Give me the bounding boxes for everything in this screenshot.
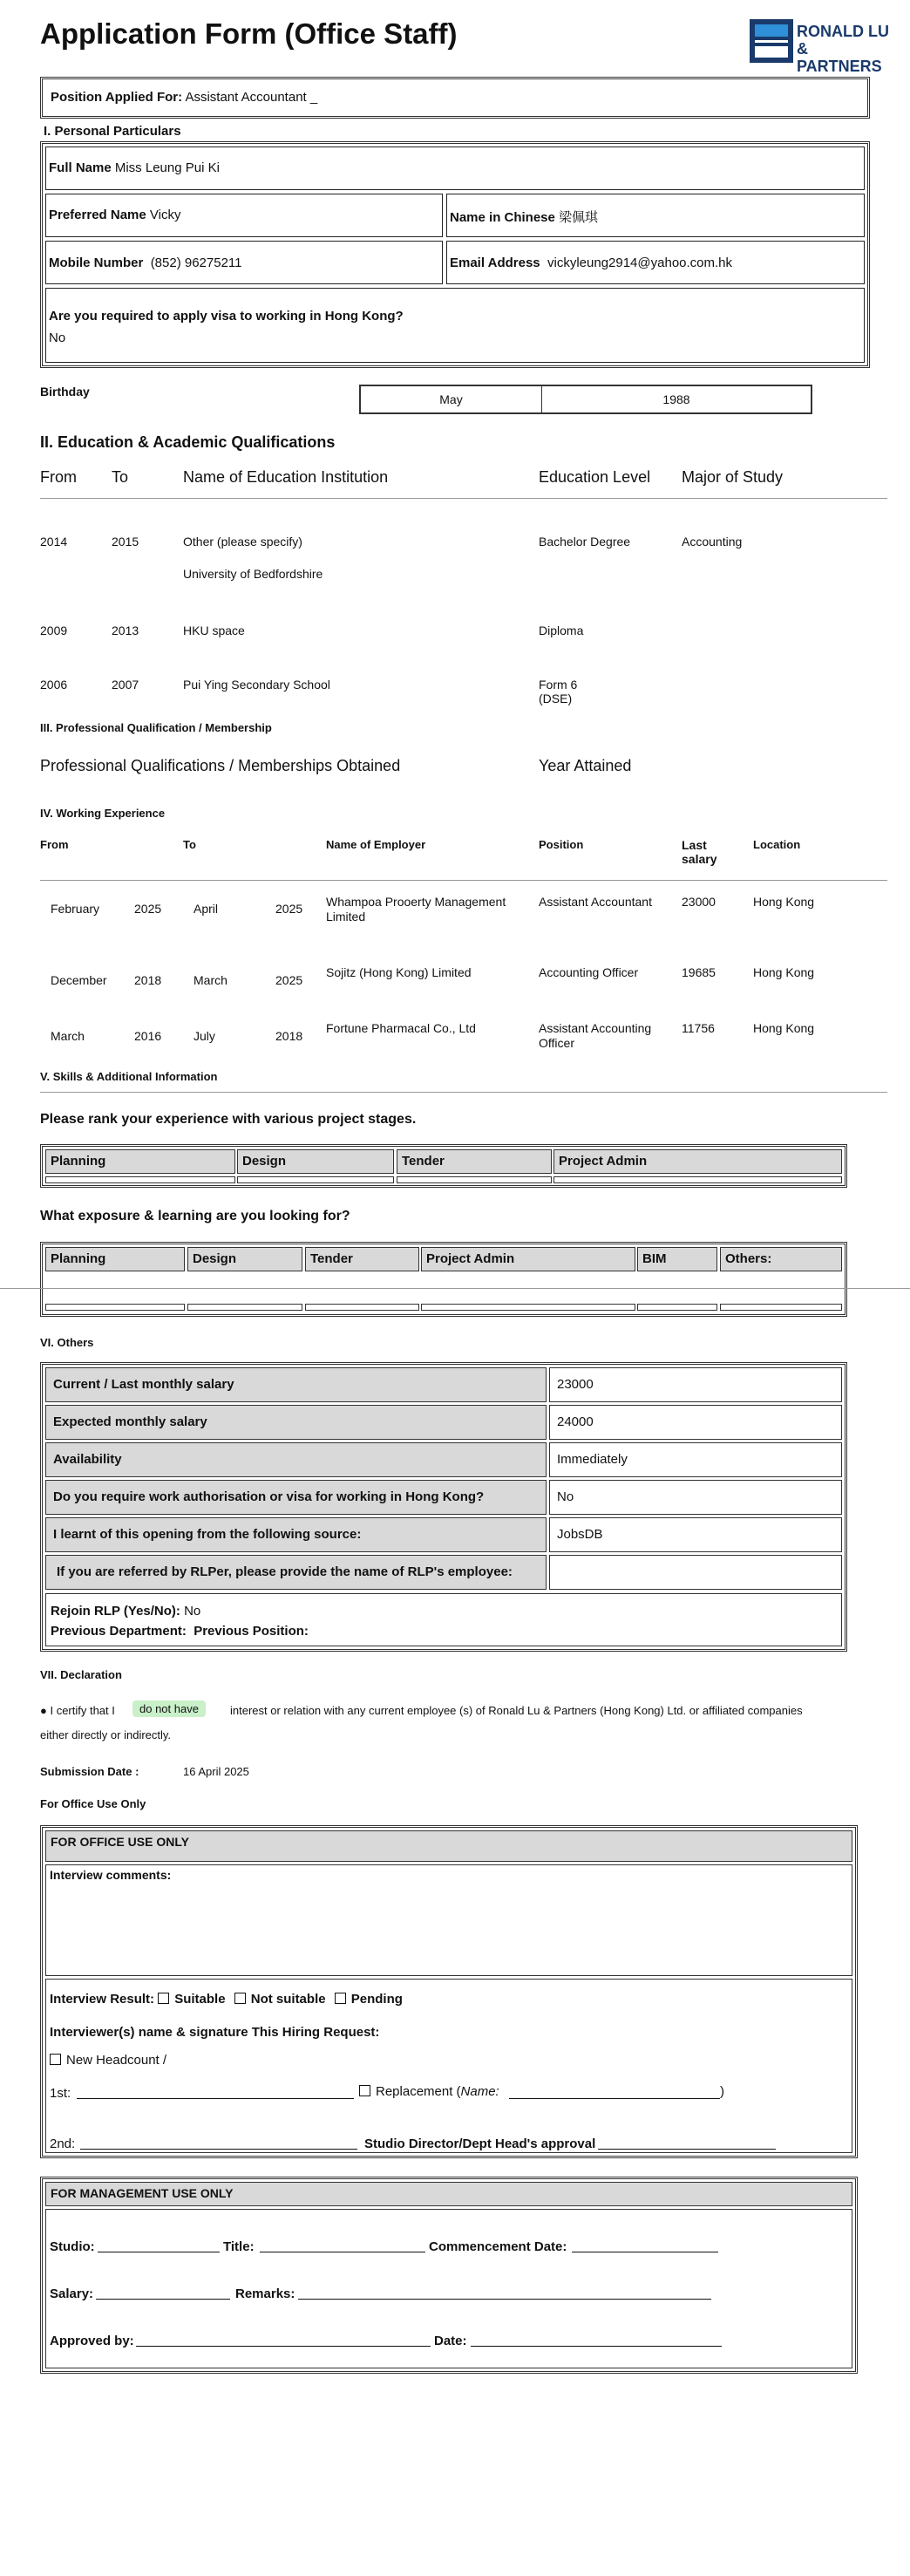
edu-col-from: From <box>40 468 77 486</box>
new-headcount-checkbox[interactable] <box>50 2054 61 2065</box>
page-title: Application Form (Office Staff) <box>40 17 458 50</box>
exposure-col-project-admin: Project Admin <box>421 1247 635 1271</box>
edu-row-from: 2009 <box>40 624 68 637</box>
others-value: JobsDB <box>549 1517 842 1552</box>
new-headcount-row <box>50 2053 166 2068</box>
second-label: 2nd: <box>50 2136 76 2151</box>
edu-row-level: Form 6 <box>539 678 578 692</box>
work-employer: Fortune Pharmacal Co., Ltd <box>326 1021 476 1035</box>
pending-checkbox[interactable] <box>335 1993 346 2004</box>
prof-col-qualifications: Professional Qualifications / Memberships Obtained <box>40 757 401 774</box>
work-to-month: July <box>194 1029 215 1043</box>
section-declaration-heading: VII. Declaration <box>40 1668 122 1681</box>
work-salary: 23000 <box>682 895 716 909</box>
rank-input-tender[interactable] <box>397 1176 552 1183</box>
rank-col-tender: Tender <box>397 1149 552 1174</box>
position-value: Assistant Accountant _ <box>185 90 318 105</box>
edu-row-level-detail: (DSE) <box>539 692 573 705</box>
preferred-name-value: Vicky <box>149 208 181 222</box>
mobile-value: (852) 96275211 <box>150 256 242 270</box>
prev-position-label: Previous Position: <box>194 1624 309 1639</box>
replacement-row <box>359 2084 499 2099</box>
section-personal-heading: I. Personal Particulars <box>44 124 181 139</box>
submission-date-value: 16 April 2025 <box>183 1765 249 1778</box>
approved-by-label: Approved by: <box>50 2334 134 2348</box>
replacement-name-line[interactable] <box>509 2098 720 2099</box>
email-value: vickyleung2914@yahoo.com.hk <box>547 256 733 270</box>
interview-result-row <box>50 1992 403 2007</box>
edu-col-to: To <box>112 468 129 486</box>
edu-row-level: Diploma <box>539 624 584 637</box>
exposure-col-bim: BIM <box>637 1247 717 1271</box>
rejoin-value: No <box>184 1604 201 1619</box>
edu-row-institution: Other (please specify) <box>183 535 302 549</box>
exposure-input-project-admin[interactable] <box>421 1304 635 1311</box>
remarks-label: Remarks: <box>235 2286 295 2301</box>
exposure-input-design[interactable] <box>187 1304 302 1311</box>
work-to-year: 2025 <box>275 973 303 987</box>
declaration-choice-badge[interactable]: do not have <box>132 1700 206 1717</box>
first-label: 1st: <box>50 2086 71 2101</box>
exposure-col-others: Others: <box>720 1247 842 1271</box>
edu-row-to: 2013 <box>112 624 139 637</box>
suitable-label: Suitable <box>174 1992 226 2007</box>
approved-by-line[interactable] <box>136 2346 431 2347</box>
work-col-employer: Name of Employer <box>326 838 426 851</box>
not-suitable-checkbox[interactable] <box>234 1993 246 2004</box>
work-location: Hong Kong <box>753 1021 815 1035</box>
interview-comments-label: Interview comments: <box>50 1868 172 1882</box>
others-label: Do you require work authorisation or visa for working in Hong Kong? <box>45 1480 547 1515</box>
work-position-cont: Officer <box>539 1036 574 1050</box>
work-col-from: From <box>40 838 69 851</box>
second-signature-line[interactable] <box>80 2149 357 2150</box>
others-label: Current / Last monthly salary <box>45 1367 547 1402</box>
work-to-month: April <box>194 902 219 916</box>
full-name-label: Full Name <box>49 160 112 175</box>
preferred-name-label: Preferred Name <box>49 208 146 222</box>
declaration-text: interest or relation with any current employee (s) of Ronald Lu & Partners (Hong Kong) Ltd. or affiliated companies <box>230 1704 803 1717</box>
visa-cell <box>45 288 865 363</box>
work-from-month: February <box>51 902 100 916</box>
rank-title: Please rank your experience with various project stages. <box>40 1112 417 1127</box>
others-label: Availability <box>45 1442 547 1477</box>
others-value: 24000 <box>549 1405 842 1440</box>
prev-dept-label: Previous Department: <box>51 1624 187 1639</box>
edu-row-major: Accounting <box>682 535 743 549</box>
mobile-label: Mobile Number <box>49 256 144 270</box>
edu-row-institution: HKU space <box>183 624 245 637</box>
divider <box>40 1092 887 1093</box>
management-use-title: FOR MANAGEMENT USE ONLY <box>45 2182 852 2206</box>
title-label: Title: <box>223 2239 255 2254</box>
studio-label: Studio: <box>50 2239 95 2254</box>
work-from-year: 2025 <box>134 902 162 916</box>
new-headcount-label: New Headcount / <box>66 2053 167 2068</box>
work-location: Hong Kong <box>753 965 815 979</box>
others-label: I learnt of this opening from the following source: <box>45 1517 547 1552</box>
exposure-input-tender[interactable] <box>305 1304 419 1311</box>
commencement-label: Commencement Date: <box>429 2239 567 2254</box>
edu-col-level: Education Level <box>539 468 651 486</box>
rank-input-planning[interactable] <box>45 1176 235 1183</box>
rank-col-design: Design <box>237 1149 394 1174</box>
suitable-checkbox[interactable] <box>158 1993 169 2004</box>
rank-col-planning: Planning <box>45 1149 235 1174</box>
email-label: Email Address <box>450 256 540 270</box>
logo-text-2: & PARTNERS <box>797 40 882 75</box>
work-position: Assistant Accounting <box>539 1021 652 1035</box>
others-label: Expected monthly salary <box>45 1405 547 1440</box>
remarks-line[interactable] <box>298 2299 711 2300</box>
approval-signature-line[interactable] <box>598 2149 776 2150</box>
full-name-value: Miss Leung Pui Ki <box>114 160 220 175</box>
birth-year: 1988 <box>662 392 690 406</box>
work-col-salary: Last salary <box>682 838 717 866</box>
chinese-name-value: 梁佩琪 <box>559 210 599 225</box>
divider <box>40 498 887 499</box>
exposure-col-planning: Planning <box>45 1247 185 1271</box>
work-location: Hong Kong <box>753 895 815 909</box>
edu-row-to: 2007 <box>112 678 139 692</box>
edu-col-institution: Name of Education Institution <box>183 468 389 486</box>
visa-answer: No <box>49 331 66 345</box>
edu-row-from: 2006 <box>40 678 68 692</box>
others-label: If you are referred by RLPer, please provide the name of RLP's employee: <box>45 1555 547 1590</box>
section-work-heading: IV. Working Experience <box>40 807 166 820</box>
others-value: 23000 <box>549 1367 842 1402</box>
logo-text-1: RONALD LU <box>797 23 889 40</box>
salary-line[interactable] <box>96 2299 230 2300</box>
not-suitable-label: Not suitable <box>250 1992 326 2007</box>
exposure-col-design: Design <box>187 1247 302 1271</box>
date-label: Date: <box>434 2334 467 2348</box>
approval-label: Studio Director/Dept Head's approval <box>364 2136 596 2151</box>
edu-col-major: Major of Study <box>682 468 784 486</box>
section-professional-heading: III. Professional Qualification / Membership <box>40 721 272 734</box>
edu-row-institution: Pui Ying Secondary School <box>183 678 330 692</box>
exposure-input-bim[interactable] <box>637 1304 717 1311</box>
declaration-text-cont: either directly or indirectly. <box>40 1728 172 1741</box>
chinese-name-label: Name in Chinese <box>450 210 555 225</box>
others-value: Immediately <box>549 1442 842 1477</box>
work-to-month: March <box>194 973 228 987</box>
exposure-input-planning[interactable] <box>45 1304 185 1311</box>
others-value: No <box>549 1480 842 1515</box>
rank-col-project-admin: Project Admin <box>553 1149 842 1174</box>
work-employer-cont: Limited <box>326 910 366 923</box>
work-position: Assistant Accountant <box>539 895 652 909</box>
interviewer-label: Interviewer(s) name & signature This Hiring Request: <box>50 2025 380 2040</box>
birth-month: May <box>361 386 542 412</box>
rank-input-project-admin[interactable] <box>553 1176 842 1183</box>
submission-date-label: Submission Date : <box>40 1765 139 1778</box>
declaration-prefix: ● I certify that I <box>40 1704 115 1717</box>
first-signature-line[interactable] <box>77 2098 354 2099</box>
work-employer: Sojitz (Hong Kong) Limited <box>326 965 472 979</box>
exposure-title: What exposure & learning are you looking for? <box>40 1209 350 1223</box>
work-from-year: 2018 <box>134 973 162 987</box>
rank-input-design[interactable] <box>237 1176 394 1183</box>
logo-mark-icon <box>750 19 793 63</box>
edu-row-from: 2014 <box>40 535 68 549</box>
rejoin-label: Rejoin RLP (Yes/No): <box>51 1604 180 1619</box>
edu-row-institution-detail: University of Bedfordshire <box>183 567 323 581</box>
visa-question: Are you required to apply visa to working in Hong Kong? <box>49 309 404 324</box>
work-employer: Whampoa Prooerty Management <box>326 895 506 909</box>
position-label: Position Applied For: <box>51 90 183 105</box>
section-education-heading: II. Education & Academic Qualifications <box>40 433 336 451</box>
office-use-title: FOR OFFICE USE ONLY <box>45 1830 852 1862</box>
work-from-month: March <box>51 1029 85 1043</box>
work-salary: 11756 <box>682 1021 715 1035</box>
work-col-to: To <box>183 838 196 851</box>
edu-row-level: Bachelor Degree <box>539 535 631 549</box>
interview-result-label: Interview Result: <box>50 1992 155 2007</box>
birthday-label: Birthday <box>40 385 90 399</box>
company-logo <box>750 17 889 75</box>
divider <box>40 880 887 881</box>
position-row <box>51 90 317 105</box>
work-position: Accounting Officer <box>539 965 639 979</box>
date-line[interactable] <box>471 2346 722 2347</box>
edu-row-to: 2015 <box>112 535 139 549</box>
pending-label: Pending <box>350 1992 403 2007</box>
prof-col-year: Year Attained <box>539 757 632 774</box>
work-from-year: 2016 <box>134 1029 162 1043</box>
page-break-line <box>0 1288 910 1289</box>
others-value[interactable] <box>549 1555 842 1590</box>
replacement-close: ) <box>720 2084 724 2099</box>
exposure-input-others[interactable] <box>720 1304 842 1311</box>
work-col-location: Location <box>753 838 801 851</box>
replacement-checkbox[interactable] <box>359 2085 370 2096</box>
section-others-heading: VI. Others <box>40 1336 94 1349</box>
work-from-month: December <box>51 973 107 987</box>
salary-label: Salary: <box>50 2286 94 2301</box>
work-col-position: Position <box>539 838 584 851</box>
section-skills-heading: V. Skills & Additional Information <box>40 1070 218 1083</box>
exposure-col-tender: Tender <box>305 1247 419 1271</box>
replacement-label: Replacement ( <box>376 2084 461 2099</box>
replacement-name-label: Name: <box>460 2084 499 2099</box>
office-use-label: For Office Use Only <box>40 1797 146 1810</box>
work-salary: 19685 <box>682 965 716 979</box>
work-to-year: 2018 <box>275 1029 303 1043</box>
work-to-year: 2025 <box>275 902 303 916</box>
